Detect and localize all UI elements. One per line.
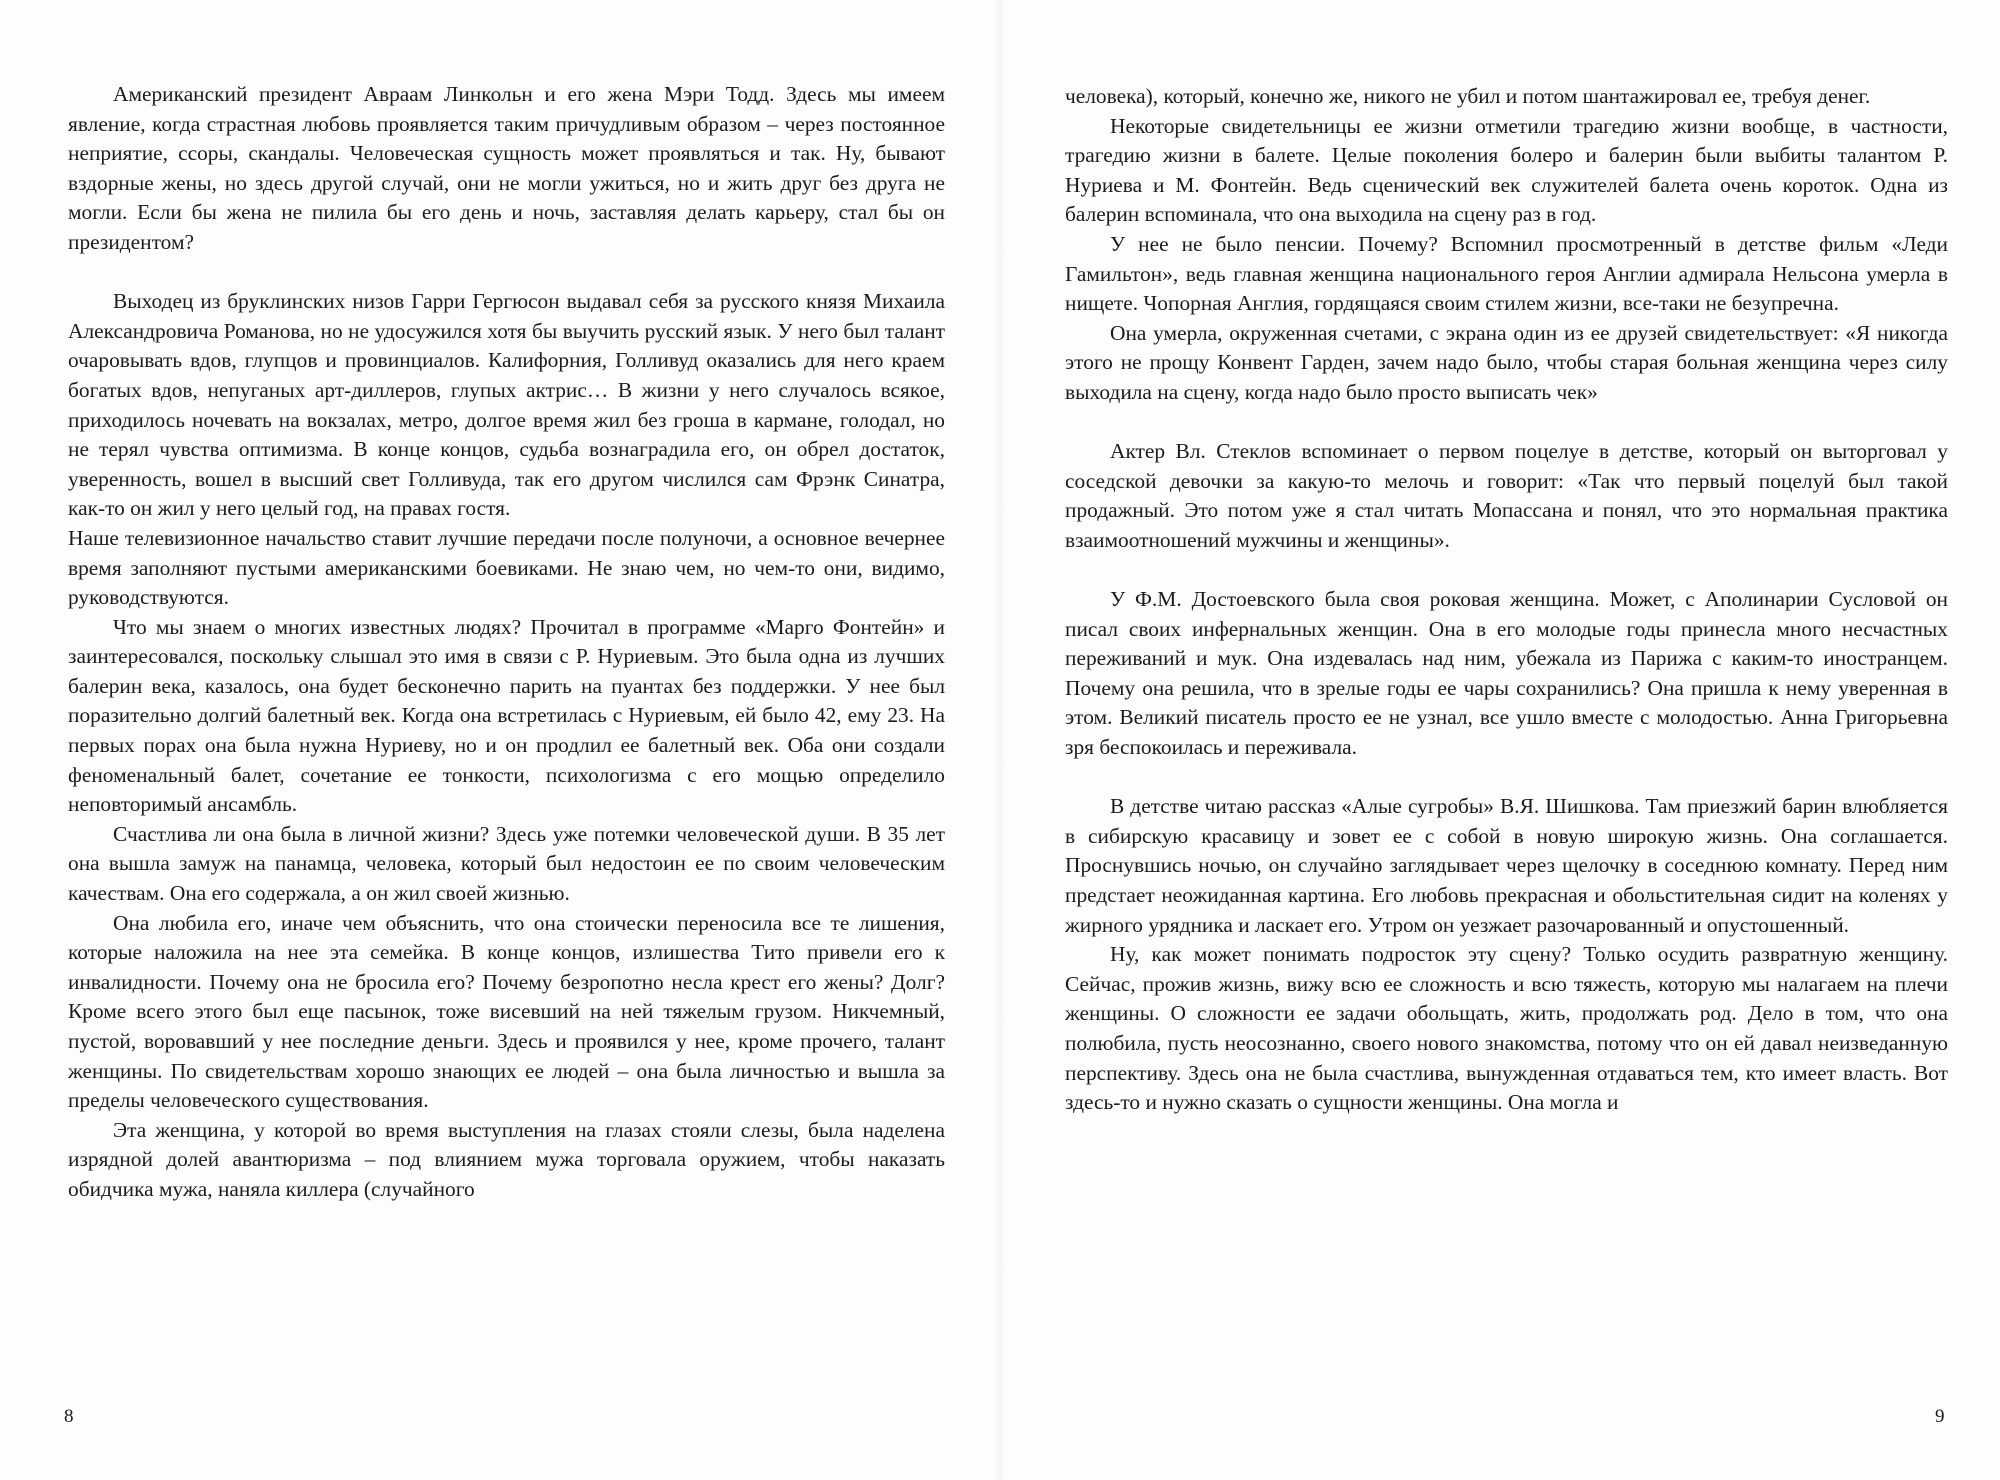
paragraph: Выходец из бруклинских низов Гарри Гергюсон выдавал себя за русского князя Михаила Александровича Романова, но не удосужился хотя бы выучить русский язык. У него был талант очаровывать вдов, глупцов и провинциалов. Калифорния, Голливуд оказались для него краем богатых вдов, непуганых арт-диллеров, глупых актрис… В жизни у него случалось всякое, приходилось ночевать на вокзалах, метро, долгое время жил без гроша в кармане, голодал, но не терял чувства оптимизма. В конце концов, судьба вознаградила его, он обрел достаток, уверенность, вошел в высший свет Голливуда, так его другом числился сам Фрэнк Синатра, как-то он жил у него целый год, на правах гостя.	[68, 289, 945, 521]
paragraph-gap	[1065, 556, 1948, 586]
paragraph: Наше телевизионное начальство ставит лучшие передачи после полуночи, а основное вечернее время заполняют пустыми американскими боевиками. Не знаю чем, но чем-то они, видимо, руководствуются.	[68, 525, 945, 610]
paragraph: Счастлива ли она была в личной жизни? Здесь уже потемки человеческой души. В 35 лет она вышла замуж на панамца, человека, который был недостоин ее по своим человеческим качествам. Она его содержала, а он жил своей жизнью.	[68, 821, 945, 906]
paragraph: У нее не было пенсии. Почему? Вспомнил просмотренный в детстве фильм «Леди Гамильтон», ведь главная женщина национального героя Англии адмирала Нельсона умерла в нищете. Чопорная Англия, гордящаяся своим стилем жизни, все-таки не безупречна.	[1065, 231, 1948, 316]
paragraph-gap	[68, 258, 945, 288]
paragraph: Актер Вл. Стеклов вспоминает о первом поцелуе в детстве, который он выторговал у соседской девочки за какую-то мелочь и говорит: «Так что первый поцелуй был такой продажный. Это потом уже я стал читать Мопассана и понял, что это нормальная практика взаимоотношений мужчины и женщины».	[1065, 439, 1948, 552]
page-number: 9	[1935, 1406, 1945, 1427]
paragraph: Она любила его, иначе чем объяснить, что она стоически переносила все те лишения, которые наложила на нее эта семейка. В конце концов, излишества Тито привели его к инвалидности. Почему она не бросила его? Почему безропотно несла крест его жены? Долг? Кроме всего этого был еще пасынок, тоже висевший на ней тяжелым грузом. Никчемный, пустой, воровавший у нее последние деньги. Здесь и проявился у нее, кроме прочего, талант женщины. По свидетельствам хорошо знающих ее людей – она была личностью и вышла за пределы человеческого существования.	[68, 910, 945, 1113]
right-page	[1000, 0, 2000, 1480]
page-number: 8	[64, 1406, 74, 1427]
paragraph: У Ф.М. Достоевского была своя роковая женщина. Может, с Аполинарии Сусловой он писал своих инфернальных женщин. Она в его молодые годы принесла много несчастных переживаний и мук. Она издевалась над ним, убежала из Парижа с каким-то иностранцем. Почему она решила, что в зрелые годы ее чары сохранились? Она пришла к нему уверенная в этом. Великий писатель просто ее не узнал, все ушло вместе с молодостью. Анна Григорьевна зря беспокоилась и переживала.	[1065, 587, 1948, 760]
paragraph-gap	[1065, 408, 1948, 438]
right-page-text	[1065, 82, 1948, 1118]
paragraph: В детстве читаю рассказ «Алые сугробы» В.Я. Шишкова. Там приезжий барин влюбляется в сибирскую красавицу и зовет ее с собой в новую широкую жизнь. Она соглашается. Проснувшись ночью, он случайно заглядывает через щелочку в соседнюю комнату. Перед ним предстает неожиданная картина. Его любовь прекрасная и обольстительная сидит на коленях у жирного урядника и ласкает его. Утром он уезжает разочарованный и опустошенный.	[1065, 794, 1948, 937]
paragraph: Эта женщина, у которой во время выступления на глазах стояли слезы, была наделена изрядной долей авантюризма – под влиянием мужа торговала оружием, чтобы наказать обидчика мужа, наняла киллера (случайного	[68, 1117, 945, 1201]
paragraph: Некоторые свидетельницы ее жизни отметили трагедию жизни вообще, в частности, трагедию жизни в балете. Целые поколения болеро и балерин были выбиты талантом Р. Нуриева и М. Фонтейн. Ведь сценический век служителей балета очень короток. Одна из балерин вспоминала, что она выходила на сцену раз в год.	[1065, 113, 1948, 227]
paragraph: человека), который, конечно же, никого не убил и потом шантажировал ее, требуя денег.	[1065, 84, 1871, 108]
paragraph-gap	[1065, 763, 1948, 793]
left-page-text	[68, 80, 945, 1205]
paragraph: Ну, как может понимать подросток эту сцену? Только осудить развратную женщину. Сейчас, прожив жизнь, вижу всю ее сложность и всю тяжесть, которую мы налагаем на плечи женщины. О сложности ее задачи обольщать, жить, продолжать род. Дело в том, что она полюбила, пусть неосознанно, своего нового знакомства, потому что он ей давал неизведанную перспективу. Здесь она не была счастлива, вынужденная отдаваться тем, кто имеет власть. Вот здесь-то и нужно сказать о сущности женщины. Она могла и	[1065, 942, 1948, 1115]
paragraph: Что мы знаем о многих известных людях? Прочитал в программе «Марго Фонтейн» и заинтересовался, поскольку слышал это имя в связи с Р. Нуриевым. Это была одна из лучших балерин века, казалось, она будет бесконечно парить на пуантах без поддержки. У нее был поразительно долгий балетный век. Когда она встретилась с Нуриевым, ей было 42, ему 23. На первых порах она была нужна Нуриеву, но и он продлил ее балетный век. Оба они создали феноменальный балет, сочетание ее тонкости, психологизма с его мощью определило неповторимый ансамбль.	[68, 614, 945, 817]
paragraph: Американский президент Авраам Линкольн и его жена Мэри Тодд. Здесь мы имеем явление, когда страстная любовь проявляется таким причудливым образом – через постоянное неприятие, ссоры, скандалы. Человеческая сущность может проявляться и так. Ну, бывают вздорные жены, но здесь другой случай, они не могли ужиться, но и жить друг без друга не могли. Если бы жена не пилила бы его день и ночь, заставляя делать карьеру, стал бы он президентом?	[68, 82, 945, 254]
paragraph: Она умерла, окруженная счетами, с экрана один из ее друзей свидетельствует: «Я никогда этого не прощу Конвент Гарден, зачем надо было, чтобы старая больная женщина через силу выходила на сцену, когда надо было просто выписать чек»	[1065, 320, 1948, 404]
